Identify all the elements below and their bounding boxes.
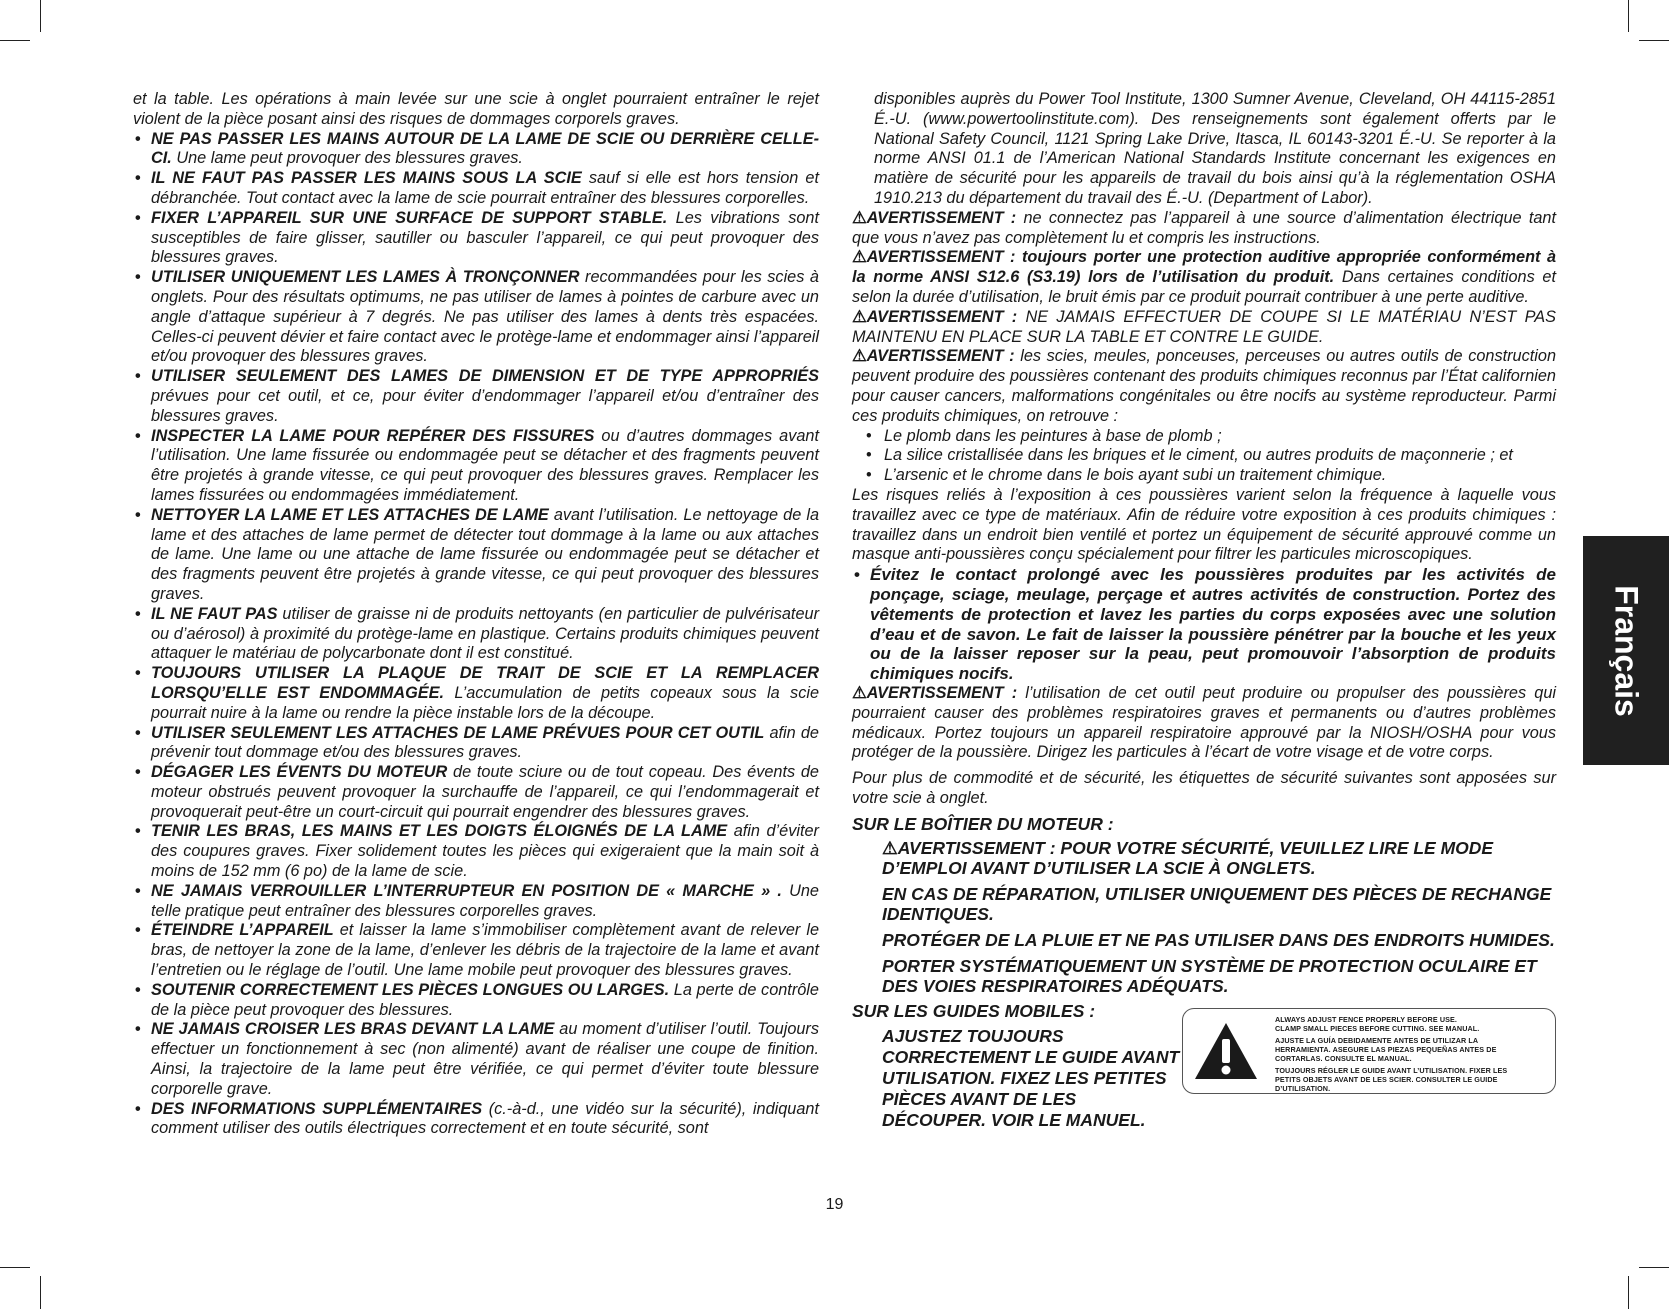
warning-triangle-icon bbox=[1193, 1021, 1259, 1081]
safety-bullet: • INSPECTER LA LAME POUR REPÉRER DES FISSURES ou d’autres dommages avant l’utilisation. Une lame fissurée ou endommagée peut se détacher et des fragments peuvent être projetés à grande vitesse, ce qui peut provoquer des blessures graves. Remplacer les lames fissurées ou endommagées immédiatement. bbox=[133, 427, 819, 506]
crop-mark bbox=[0, 1267, 30, 1268]
safety-bullet: • UTILISER SEULEMENT LES ATTACHES DE LAME PRÉVUES POUR CET OUTIL afin de prévenir tout dommage et/ou des blessures graves. bbox=[133, 724, 819, 764]
warning-respiratory: ⚠AVERTISSEMENT : l’utilisation de cet outil peut produire ou propulser des poussières qui pourraient causer des problèmes respiratoires graves et permanents ou d’autres problèmes médicaux. Portez toujours un appareil respiratoire approuvé par la NIOSH/OSHA pour vous protéger de la poussière. Dirigez les particules à l’écart de votre visage et de votre corps. bbox=[852, 683, 1556, 762]
safety-bullet: • FIXER L’APPAREIL SUR UNE SURFACE DE SUPPORT STABLE. Les vibrations sont susceptibles de faire glisser, sautiller ou basculer l’appareil, ce qui peut provoquer des blessures graves. bbox=[133, 209, 819, 268]
motor-housing-heading: SUR LE BOÎTIER DU MOTEUR : bbox=[852, 813, 1114, 834]
list-item: • Le plomb dans les peintures à base de plomb ; bbox=[862, 427, 1556, 447]
warning-icon: ⚠ bbox=[852, 248, 867, 267]
safety-bullet: • DES INFORMATIONS SUPPLÉMENTAIRES (c.-à-d., une vidéo sur la sécurité), indiquant comment utiliser des outils électriques correctement et en toute sécurité, sont bbox=[133, 1100, 819, 1140]
crop-mark bbox=[1639, 1267, 1669, 1268]
risk-paragraph: Les risques reliés à l’exposition à ces poussières varient selon la fréquence à laquelle vous travaillez avec ce type de matériaux. Afin de réduire votre exposition à ces produits chimiques : travaillez dans un endroit bien ventilé et portez un équipement de sécurité approuvé comme un masque anti-poussières conçu spécialement pour filtrer les particules microscopiques. bbox=[852, 485, 1556, 564]
left-column bbox=[133, 90, 819, 1139]
avoid-contact-bullet: • Évitez le contact prolongé avec les poussières produites par les activités de ponçage, sciage, meulage, perçage et autres activités de construction. Portez des vêtements de protection et lavez les parties du corps exposées avec une solution d’eau et de savon. Le fait de laisser la poussière pénétrer par la bouche et les yeux ou de la laisser reposer sur la peau, peut promouvoir l’absorption de produits chimiques nocifs. bbox=[852, 565, 1556, 684]
crop-mark bbox=[0, 40, 30, 41]
chemical-list bbox=[852, 427, 1556, 486]
decal-text: ALWAYS ADJUST FENCE PROPERLY BEFORE USE. CLAMP SMALL PIECES BEFORE CUTTING. SEE MANUAL. AJUSTE LA GUÍA DEBIDAMENTE ANTES DE UTILIZAR LA HERRAMIENTA. ASEGURE LAS PIEZAS PEQUEÑAS ANTES DE CORTARLAS. CONSULTE EL MANUAL. TOUJOURS RÉGLER LE GUIDE AVANT L’UTILISATION. FIXER LES PETITS OBJETS AVANT DE LES SCIER. CONSULTER LE GUIDE D’UTILISATION. bbox=[1275, 1015, 1508, 1094]
crop-mark bbox=[40, 0, 41, 32]
fence-label-text: AJUSTEZ TOUJOURS CORRECTEMENT LE GUIDE AVANT UTILISATION. FIXEZ LES PETITES PIÈCES AVANT DE LES DÉCOUPER. VOIR LE MANUEL. bbox=[882, 1026, 1180, 1131]
warning-material: ⚠AVERTISSEMENT : NE JAMAIS EFFECTUER DE COUPE SI LE MATÉRIAU N’EST PAS MAINTENU EN PLACE SUR LA TABLE ET CONTRE LE GUIDE. bbox=[852, 307, 1557, 346]
warning-hearing: ⚠AVERTISSEMENT : toujours porter une protection auditive appropriée conformément à la norme ANSI S12.6 (S3.19) lors de l’utilisation du produit. Dans certaines conditions et selon la durée d’utilisation, le bruit émis par ce produit pourrait contribuer à une perte auditive. bbox=[852, 248, 1556, 306]
safety-bullet: • NE PAS PASSER LES MAINS AUTOUR DE LA LAME DE SCIE OU DERRIÈRE CELLE-CI. Une lame peut provoquer des blessures graves. bbox=[133, 130, 819, 170]
fence-decal bbox=[1182, 1008, 1556, 1094]
list-item: • La silice cristallisée dans les briques et le ciment, ou autres produits de maçonnerie ; et bbox=[862, 446, 1556, 466]
fence-section bbox=[852, 1002, 1556, 1131]
crop-mark bbox=[40, 1276, 41, 1309]
motor-label-line: PROTÉGER DE LA PLUIE ET NE PAS UTILISER DANS DES ENDROITS HUMIDES. bbox=[882, 930, 1555, 951]
warning-icon: ⚠ bbox=[852, 208, 867, 227]
safety-bullet: • NE JAMAIS CROISER LES BRAS DEVANT LA LAME au moment d’utiliser l’outil. Toujours effectuer un fonctionnement à sec (non alimenté) avant de réaliser une coupe de finition. Ainsi, la trajectoire de la lame peut être vérifiée, ce qui permet d’éviter toute blessure corporelle grave. bbox=[133, 1020, 819, 1099]
safety-bullet: • SOUTENIR CORRECTEMENT LES PIÈCES LONGUES OU LARGES. La perte de contrôle de la pièce peut provoquer des blessures. bbox=[133, 981, 819, 1021]
safety-bullet: • IL NE FAUT PAS utiliser de graisse ni de produits nettoyants (en particulier de pulvérisateur ou d’aérosol) à proximité du protège-lame en plastique. Certains produits chimiques peuvent attaquer le matériau de polycarbonate dont il est constitué. bbox=[133, 605, 819, 664]
crop-mark bbox=[1628, 1276, 1629, 1309]
motor-label-line: EN CAS DE RÉPARATION, UTILISER UNIQUEMENT DES PIÈCES DE RECHANGE IDENTIQUES. bbox=[882, 884, 1552, 925]
page-number: 19 bbox=[825, 1196, 844, 1213]
warning-dust: ⚠AVERTISSEMENT : les scies, meules, ponceuses, perceuses ou autres outils de construction peuvent produire des poussières contenant des produits chimiques reconnus par l’État californien pour causer cancers, malformations congénitales ou être nocifs au système reproducteur. Parmi ces produits chimiques, on retrouve : bbox=[852, 347, 1556, 425]
warning-icon: ⚠ bbox=[852, 347, 867, 366]
safety-bullet: • IL NE FAUT PAS PASSER LES MAINS SOUS LA SCIE sauf si elle est hors tension et débranchée. Tout contact avec la lame de scie pourrait entraîner des blessures corporelles. bbox=[133, 169, 819, 209]
safety-bullet: • TENIR LES BRAS, LES MAINS ET LES DOIGTS ÉLOIGNÉS DE LA LAME afin d’éviter des coupures graves. Fixer solidement toutes les pièces qui exigeraient que la main soit à moins de 152 mm (6 po) de la lame de scie. bbox=[133, 822, 819, 881]
continuation-paragraph: disponibles auprès du Power Tool Institute, 1300 Sumner Avenue, Cleveland, OH 44115-2851 É.-U. (www.powertoolinstitute.com). Des renseignements sont également offerts par le National Safety Council, 1121 Spring Lake Drive, Itasca, IL 60143-3201 É.-U. Se reporter à la norme ANSI 01.1 de l’American National Standards Institute concernant les exigences en matière de sécurité pour les appareils de travail du bois ainsi qu’à la réglementation OSHA 1910.213 du département du travail des É.-U. (Department of Labor). bbox=[874, 90, 1556, 207]
safety-bullet: • NETTOYER LA LAME ET LES ATTACHES DE LAME avant l’utilisation. Le nettoyage de la lame et des attaches de lame permet de détecter tout dommage à la lame ou aux attaches de lame. Une lame ou une attache de lame fissurée ou endommagée peut se détacher et des fragments peuvent être projetés à grande vitesse, ce qui peut provoquer des blessures graves. bbox=[133, 506, 819, 605]
safety-bullet-list bbox=[133, 130, 819, 1140]
motor-label-line: PORTER SYSTÉMATIQUEMENT UN SYSTÈME DE PROTECTION OCULAIRE ET DES VOIES RESPIRATOIRES ADÉQUATS. bbox=[882, 956, 1537, 997]
warning-connect: ⚠AVERTISSEMENT : ne connectez pas l’appareil à une source d’alimentation électrique tant que vous n’avez pas complètement lu et compris les instructions. bbox=[852, 208, 1556, 247]
motor-label-warning: ⚠AVERTISSEMENT : POUR VOTRE SÉCURITÉ, VEUILLEZ LIRE LE MODE D’EMPLOI AVANT D’UTILISER LA SCIE À ONGLETS. bbox=[882, 838, 1494, 879]
crop-mark bbox=[1639, 40, 1669, 41]
safety-bullet: • UTILISER UNIQUEMENT LES LAMES À TRONÇONNER recommandées pour les scies à onglets. Pour des résultats optimums, ne pas utiliser de lames à pointes de carbure avec un angle d’attaque supérieur à 7 degrés. Ne pas utiliser des lames à dents très espacées. Celles-ci peuvent dévier et faire contact avec le protège-lame et endommager ainsi l’appareil et/ou provoquer des blessures graves. bbox=[133, 268, 819, 367]
intro-paragraph: et la table. Les opérations à main levée sur une scie à onglet pourraient entraîner le rejet violent de la pièce posant ainsi des risques de dommages corporels graves. bbox=[133, 90, 819, 128]
fence-heading: SUR LES GUIDES MOBILES : bbox=[852, 1001, 1096, 1022]
language-tab-label: Français bbox=[1608, 584, 1645, 717]
warning-icon: ⚠ bbox=[852, 307, 867, 326]
warning-icon: ⚠ bbox=[852, 683, 867, 702]
right-column bbox=[852, 90, 1556, 1131]
safety-bullet: • NE JAMAIS VERROUILLER L’INTERRUPTEUR EN POSITION DE « MARCHE » . Une telle pratique peut entraîner des blessures corporelles graves. bbox=[133, 882, 819, 922]
language-tab bbox=[1583, 536, 1669, 765]
list-item: • L’arsenic et le chrome dans le bois ayant subi un traitement chimique. bbox=[862, 466, 1556, 486]
warning-icon: ⚠ bbox=[882, 838, 898, 859]
safety-bullet: • ÉTEINDRE L’APPAREIL et laisser la lame s’immobiliser complètement avant de relever le bras, de nettoyer la zone de la lame, d’enlever les débris de la trajectoire de la lame et avant l’entretien ou le réglage de l’outil. Une lame mobile peut provoquer des blessures graves. bbox=[133, 921, 819, 980]
safety-bullet: • DÉGAGER LES ÉVENTS DU MOTEUR de toute sciure ou de tout copeau. Des évents de moteur obstrués peuvent provoquer la surchauffe de l’appareil, ce qui l’endommagerait et provoquerait peut-être un court-circuit qui pourrait engendrer des blessures graves. bbox=[133, 763, 819, 822]
labels-intro: Pour plus de commodité et de sécurité, les étiquettes de sécurité suivantes sont apposées sur votre scie à onglet. bbox=[852, 769, 1556, 807]
safety-bullet: • UTILISER SEULEMENT DES LAMES DE DIMENSION ET DE TYPE APPROPRIÉS prévues pour cet outil, et ce, pour éviter d’endommager l’appareil et/ou d’entraîner des blessures graves. bbox=[133, 367, 819, 426]
crop-mark bbox=[1628, 0, 1629, 32]
safety-bullet: • TOUJOURS UTILISER LA PLAQUE DE TRAIT DE SCIE ET LA REMPLACER LORSQU’ELLE EST ENDOMMAGÉE. L’accumulation de petits copeaux sous la scie pourrait nuire à la lame ou rendre la pièce instable lors de la découpe. bbox=[133, 664, 819, 723]
